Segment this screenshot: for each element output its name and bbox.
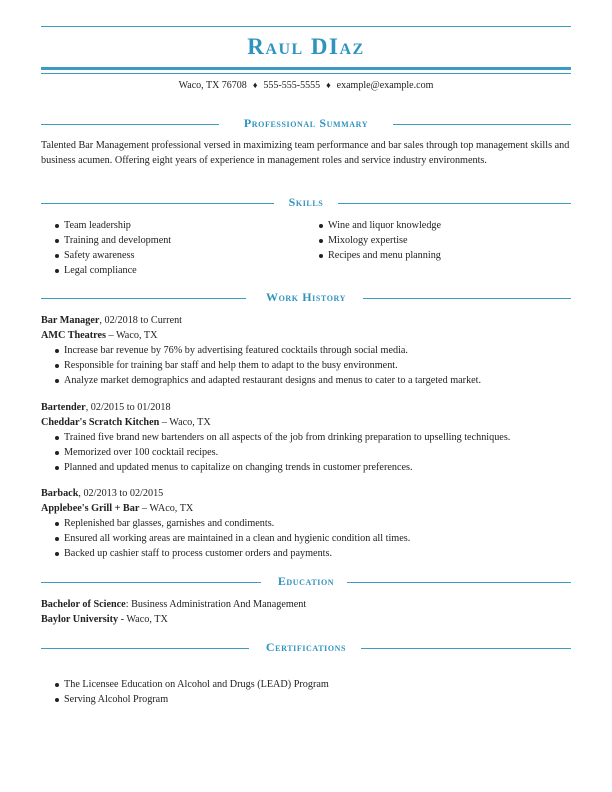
job-location: – WAco, TX	[139, 503, 194, 514]
certification-item: The Licensee Education on Alcohol and Drugs (LEAD) Program	[41, 677, 329, 692]
job-company-line	[41, 328, 157, 343]
summary-text: Talented Bar Management professional versed in maximizing team performance and bar sales through top management skills and business acumen. Offering eight years of experience in management roles and service industry environments.	[41, 140, 570, 166]
job-bullet: Memorized over 100 cocktail recipes.	[41, 445, 510, 460]
job-company-line	[41, 501, 193, 516]
contact-phone: 555-555-5555	[263, 80, 321, 91]
contact-city: Waco, TX 76708	[178, 80, 247, 91]
job-title-line	[41, 313, 182, 328]
skill-item: Team leadership	[41, 218, 171, 233]
job-bullets	[41, 343, 481, 388]
job-company: Applebee's Grill + Bar	[41, 503, 140, 514]
section-heading-summary: Professional Summary	[41, 116, 571, 132]
job-dates: , 02/2018 to Current	[99, 315, 183, 326]
job-title-line	[41, 400, 171, 415]
section-heading-work-history: Work History	[41, 290, 571, 306]
job-title: Bar Manager	[41, 315, 100, 326]
education-field: : Business Administration And Management	[125, 599, 307, 610]
header-thick-rule	[41, 67, 571, 70]
skill-item: Training and development	[41, 233, 171, 248]
job-bullets	[41, 516, 410, 561]
job-location: – Waco, TX	[106, 330, 158, 341]
certifications-list	[41, 677, 329, 707]
job-dates: , 02/2015 to 01/2018	[85, 402, 171, 413]
job-bullet: Ensured all working areas are maintained in a clean and hygienic condition all times.	[41, 531, 410, 546]
top-rule	[41, 26, 571, 27]
skill-item: Safety awareness	[41, 248, 171, 263]
job-company: AMC Theatres	[41, 330, 106, 341]
skills-list-left	[41, 218, 171, 278]
header-thin-rule	[41, 73, 571, 74]
diamond-separator-icon: ♦	[252, 80, 258, 90]
certification-item: Serving Alcohol Program	[41, 692, 329, 707]
job-title: Bartender	[41, 402, 86, 413]
job-company: Cheddar's Scratch Kitchen	[41, 417, 160, 428]
skill-item: Recipes and menu planning	[305, 248, 441, 263]
section-heading-education: Education	[41, 574, 571, 590]
job-bullet: Analyze market demographics and adapted restaurant designs and menus to cater to a targeted market.	[41, 373, 481, 388]
skill-item: Wine and liquor knowledge	[305, 218, 441, 233]
job-bullet: Replenished bar glasses, garnishes and condiments.	[41, 516, 410, 531]
candidate-name: Raul DIaz	[247, 34, 365, 59]
job-company-line	[41, 415, 211, 430]
education-school: Baylor University	[41, 614, 119, 625]
job-bullet: Trained five brand new bartenders on all aspects of the job from drinking preparation to upselling techniques.	[41, 430, 510, 445]
skill-item: Mixology expertise	[305, 233, 441, 248]
job-location: – Waco, TX	[159, 417, 211, 428]
job-bullets	[41, 430, 510, 475]
job-bullet: Backed up cashier staff to process customer orders and payments.	[41, 546, 410, 561]
education-degree: Bachelor of Science	[41, 599, 126, 610]
job-dates: , 02/2013 to 02/2015	[78, 488, 164, 499]
education-school-line	[41, 612, 168, 627]
contact-line	[0, 80, 612, 91]
job-title: Barback	[41, 488, 79, 499]
diamond-separator-icon: ♦	[326, 80, 331, 90]
skill-item: Legal compliance	[41, 263, 171, 278]
job-bullet: Planned and updated menus to capitalize on changing trends in customer preferences.	[41, 460, 510, 475]
education-location: - Waco, TX	[118, 614, 168, 625]
skills-list-right	[305, 218, 441, 263]
section-heading-certifications: Certifications	[41, 640, 571, 656]
job-bullet: Increase bar revenue by 76% by advertising featured cocktails through social media.	[41, 343, 481, 358]
job-title-line	[41, 486, 163, 501]
education-degree-line	[41, 597, 306, 612]
job-bullet: Responsible for training bar staff and help them to adapt to the busy environment.	[41, 358, 481, 373]
contact-email: example@example.com	[336, 80, 434, 91]
section-heading-skills: Skills	[41, 195, 571, 211]
